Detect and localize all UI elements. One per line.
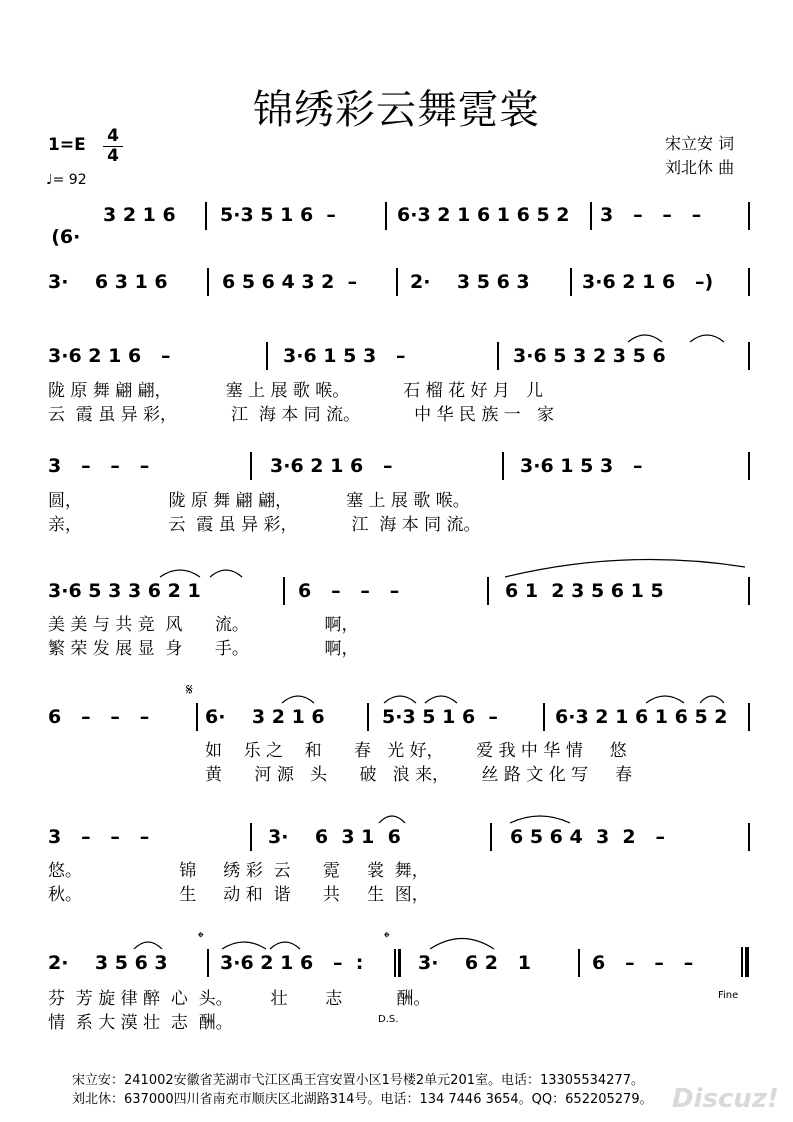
key-signature: 1=E <box>48 135 86 155</box>
s1-m1-notes: 3 2 1 6 <box>103 204 176 226</box>
coda-sign-2: 𝄌 <box>384 928 390 947</box>
s5-m1-notes: 3·6 5 3 3 6 2 1 <box>48 580 201 602</box>
s8-m3-notes: 3· 6 2 1 <box>418 952 532 974</box>
s8-lyrics-2: 情 系 大 漠 壮 志 酬。 <box>48 1013 233 1033</box>
s2-m3-notes: 2· 3 5 6 3 <box>410 271 530 293</box>
coda-sign-1: 𝄌 <box>198 928 204 947</box>
s8-m1-notes: 2· 3 5 6 3 <box>48 952 168 974</box>
fine-mark: Fine <box>718 990 739 1001</box>
s7-m1-notes: 3 – – – <box>48 826 150 848</box>
s4-m2-notes: 3·6 2 1 6 – <box>270 455 393 477</box>
s3-m2-notes: 3·6 1 5 3 – <box>283 345 406 367</box>
s3-lyrics-2: 云 霞 虽 异 彩， 江 海 本 同 流。 中 华 民 族 一 家 <box>48 405 554 425</box>
s8-m4-notes: 6 – – – <box>592 952 694 974</box>
s5-m3-notes: 6 1 2 3 5 6 1 5 <box>505 580 664 602</box>
s3-m3-notes: 3·6 5 3 2 3 5 6 <box>513 345 666 367</box>
s6-m1-notes: 6 – – – <box>48 706 150 728</box>
ds-mark: D.S. <box>378 1014 399 1025</box>
note-group: (6· <box>51 226 81 248</box>
s3-m1-notes: 3·6 2 1 6 – <box>48 345 171 367</box>
s7-m2-notes: 3· 6 3 1 6 <box>268 826 401 848</box>
s5-m2-notes: 6 – – – <box>298 580 400 602</box>
s1-m2-notes: 5·3 5 1 6 – <box>220 204 336 226</box>
s6-m3-notes: 5·3 5 1 6 – <box>382 706 498 728</box>
s6-lyrics-2: 黄 河 源 头 破 浪 来， 丝 路 文 化 写 春 <box>205 765 633 785</box>
footer-line-2: 刘北休：637000四川省南充市顺庆区北湖路314号。电话：134 7446 3654。QQ：652205279。 <box>72 1092 653 1107</box>
s4-lyrics-1: 圆， 陇 原 舞 翩 翩， 塞 上 展 歌 喉。 <box>48 491 470 511</box>
s4-m3-notes: 3·6 1 5 3 – <box>520 455 643 477</box>
meter-bottom: 4 <box>107 146 119 166</box>
s5-lyrics-2: 繁 荣 发 展 显 身 手。 啊， <box>48 639 359 659</box>
s3-lyrics-1: 陇 原 舞 翩 翩， 塞 上 展 歌 喉。 石 榴 花 好 月 儿 <box>48 381 544 401</box>
song-title: 锦绣彩云舞霓裳 <box>253 87 540 133</box>
watermark: Discuz! <box>672 1084 779 1114</box>
meter-top: 4 <box>107 126 119 146</box>
s6-lyrics-1: 如 乐 之 和 春 光 好， 爱 我 中 华 情 悠 <box>205 741 627 761</box>
s8-m2-notes: 3·6 2 1 6 – : <box>220 952 364 974</box>
s2-m4-notes: 3·6 2 1 6 –) <box>582 271 714 293</box>
s7-lyrics-2: 秋。 生 动 和 谐 共 生 图， <box>48 885 429 905</box>
tempo-mark: ♩= 92 <box>46 172 87 188</box>
s7-m3-notes: 6 5 6 4 3 2 – <box>510 826 665 848</box>
composer: 刘北休 曲 <box>665 158 735 177</box>
s2-m1-notes: 3· 6 3 1 6 <box>48 271 168 293</box>
s6-m2-notes: 6· 3 2 1 6 <box>205 706 325 728</box>
s6-m4-notes: 6·3 2 1 6 1 6 5 2 <box>555 706 728 728</box>
s1-m3-notes: 6·3 2 1 6 1 6 5 2 <box>397 204 570 226</box>
s8-lyrics-1: 芬 芳 旋 律 醉 心 头。 壮 志 酬。 <box>48 989 431 1009</box>
s1-m4-notes: 3 – – – <box>600 204 702 226</box>
segno-sign: 𝄋 <box>186 680 193 699</box>
lyricist: 宋立安 词 <box>665 134 735 153</box>
footer-line-1: 宋立安：241002安徽省芜湖市弋江区禹王宫安置小区1号楼2单元201室。电话：13305534277。 <box>72 1073 644 1088</box>
s7-lyrics-1: 悠。 锦 绣 彩 云 霓 裳 舞， <box>48 861 429 881</box>
s2-m2-notes: 6 5 6 4 3 2 – <box>222 271 358 293</box>
s4-m1-notes: 3 – – – <box>48 455 150 477</box>
s4-lyrics-2: 亲， 云 霞 虽 异 彩， 江 海 本 同 流。 <box>48 515 481 535</box>
contact-footer <box>72 1071 653 1109</box>
s5-lyrics-1: 美 美 与 共 竞 风 流。 啊， <box>48 615 359 635</box>
